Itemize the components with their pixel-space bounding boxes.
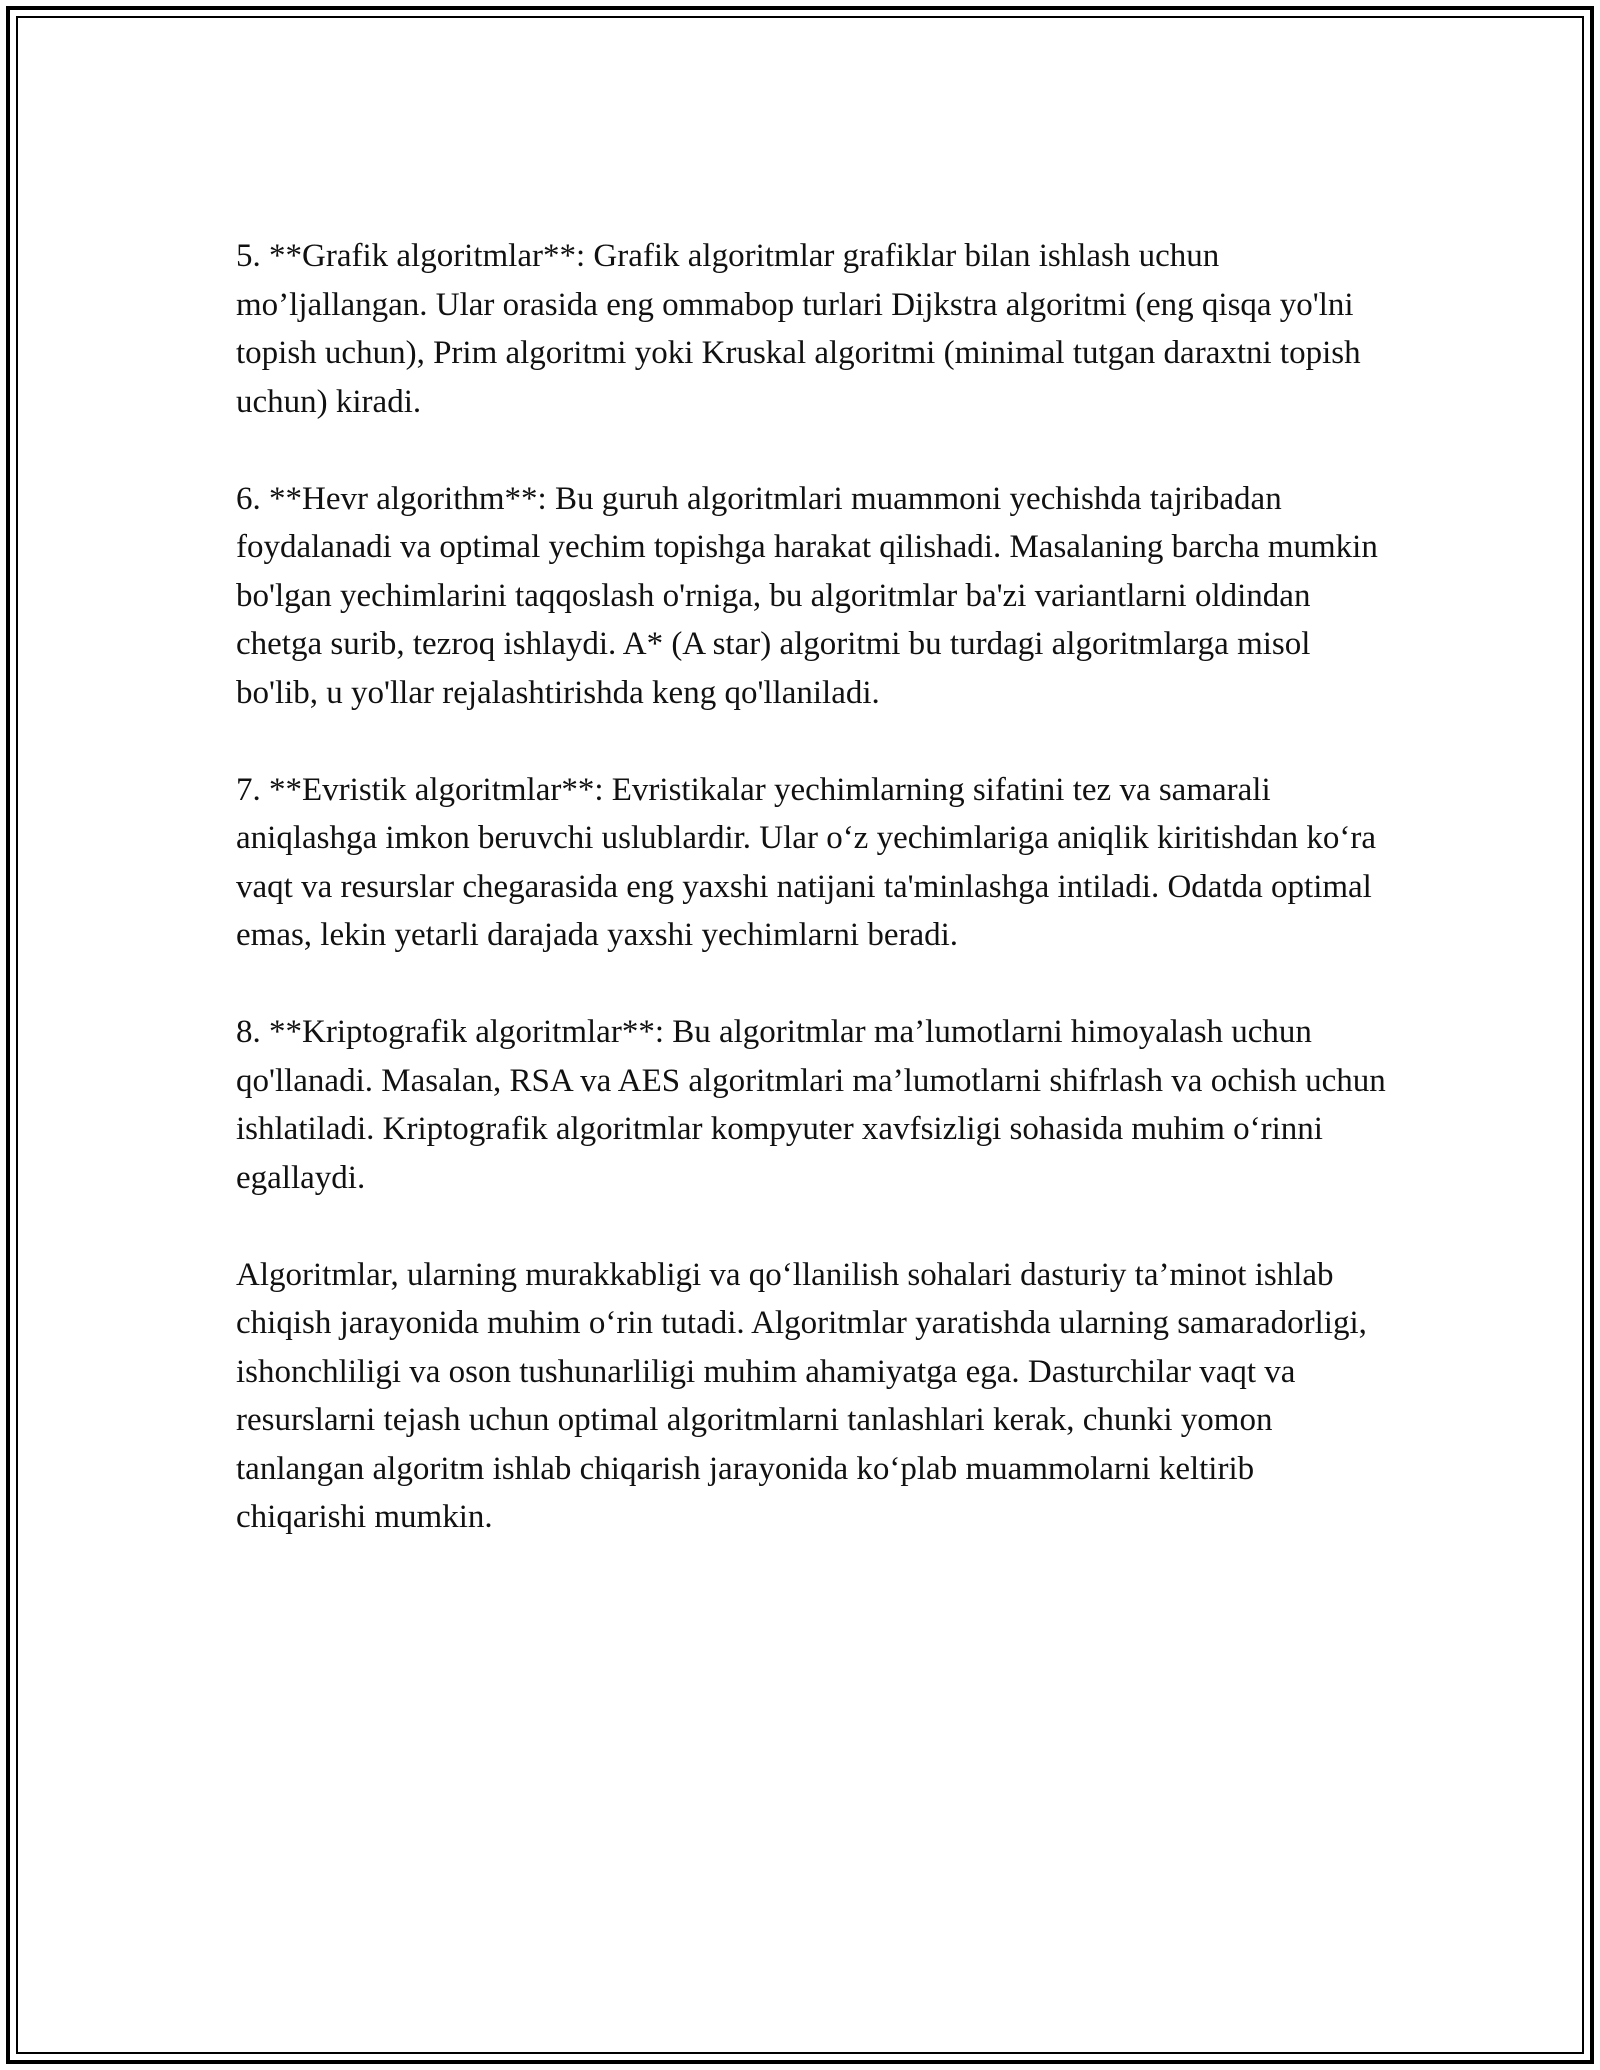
paragraph-hevr-algorithm: 6. **Hevr algorithm**: Bu guruh algoritmlari muammoni yechishda tajribadan foydalanadi va optimal yechim topishga harakat qilishadi. Masalaning barcha mumkin bo'lgan yechimlarini taqqoslash o'rniga, bu algoritmlar ba'zi variantlarni oldindan chetga surib, tezroq ishlaydi. A* (A star) algoritmi bu turdagi algoritmlarga misol bo'lib, u yo'llar rejalashtirishda keng qo'llaniladi.: [236, 480, 1378, 711]
paragraph-grafik-algoritmlar: 5. **Grafik algoritmlar**: Grafik algoritmlar grafiklar bilan ishlash uchun mo’ljallangan. Ular orasida eng ommabop turlari Dijkstra algoritmi (eng qisqa yo'lni topish uchun), Prim algoritmi yoki Kruskal algoritmi (minimal tutgan daraxtni topish uchun) kiradi.: [236, 238, 1361, 420]
document-body: [236, 232, 1386, 1590]
paragraph-conclusion: Algoritmlar, ularning murakkabligi va qo‘llanilish sohalari dasturiy ta’minot ishlab chiqish jarayonida muhim o‘rin tutadi. Algoritmlar yaratishda ularning samaradorligi, ishonchliligi va oson tushunarliligi muhim ahamiyatga ega. Dasturchilar vaqt va resurslarni tejash uchun optimal algoritmlarni tanlashlari kerak, chunki yomon tanlangan algoritm ishlab chiqarish jarayonida ko‘plab muammolarni keltirib chiqarishi mumkin.: [236, 1256, 1367, 1535]
paragraph-evristik-algoritmlar: 7. **Evristik algoritmlar**: Evristikalar yechimlarning sifatini tez va samarali aniqlashga imkon beruvchi uslublardir. Ular o‘z yechimlariga aniqlik kiritishdan ko‘ra vaqt va resurslar chegarasida eng yaxshi natijani ta'minlashga intiladi. Odatda optimal emas, lekin yetarli darajada yaxshi yechimlarni beradi.: [236, 771, 1377, 953]
paragraph-kriptografik-algoritmlar: 8. **Kriptografik algoritmlar**: Bu algoritmlar ma’lumotlarni himoyalash uchun qo'llanadi. Masalan, RSA va AES algoritmlari ma’lumotlarni shifrlash va ochish uchun ishlatiladi. Kriptografik algoritmlar kompyuter xavfsizligi sohasida muhim o‘rinni egallaydi.: [236, 1014, 1386, 1196]
